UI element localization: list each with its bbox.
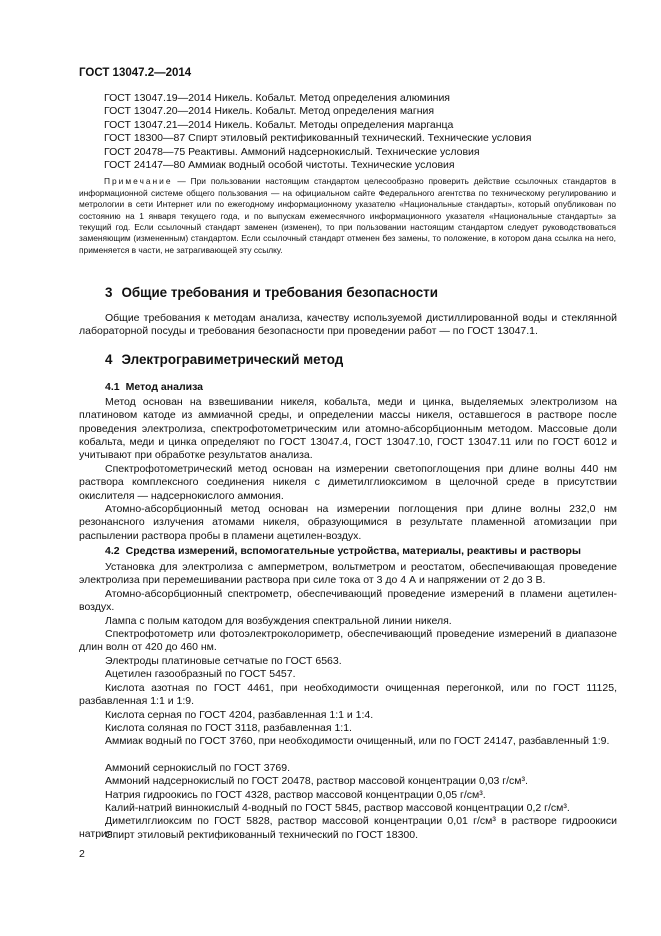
paragraph: Установка для электролиза с амперметром, вольтметром и реостатом, обеспечивающая проведение электролиза при перемешивании раствора при силе тока от 3 до 4 А и напряжении от 2 до 3 В. bbox=[79, 561, 617, 587]
reference-item bbox=[104, 146, 531, 159]
reference-item bbox=[104, 105, 531, 118]
paragraph: Аммоний надсернокислый по ГОСТ 20478, раствор массовой концентрации 0,03 г/см³. bbox=[105, 775, 528, 787]
section-number: 3 bbox=[105, 285, 113, 300]
paragraph: Спектрофотометр или фотоэлектроколориметр, обеспечивающий проведение измерений в диапазоне длин волн от 420 до 460 нм. bbox=[79, 628, 617, 654]
paragraph: Метод основан на взвешивании никеля, кобальта, меди и цинка, выделяемых электролизом на платиновом катоде из аммиачной среды, и определении массы никеля, оставшегося в растворе после проведения электролиза, спектрофотометрическим или атомно-абсорбционным методом. Массовые доли кобальта, меди и цинка определяют по ГОСТ 13047.4, ГОСТ 13047.10, ГОСТ 13047.11 или по ГОСТ 6012 и учитывают при обработке результатов анализа. bbox=[79, 396, 617, 462]
subsection-number: 4.2 bbox=[105, 545, 120, 557]
reference-code: ГОСТ 13047.20—2014 bbox=[104, 105, 212, 118]
section-3-text: Общие требования к методам анализа, качеству используемой дистиллированной воды и стеклянной лабораторной посуды и требования безопасности при проведении работ — по ГОСТ 13047.1. bbox=[79, 312, 617, 338]
paragraph: Атомно-абсорбционный метод основан на измерении поглощения при длине волны 232,0 нм резонансного излучения атомами никеля, образующимися в результате пламенной атомизации при распылении раствора пробы в пламени ацетилен-воздух. bbox=[79, 503, 617, 542]
reference-item bbox=[104, 92, 531, 105]
subsection-title: Средства измерений, вспомогательные устройства, материалы, реактивы и растворы bbox=[125, 545, 581, 557]
reference-code: ГОСТ 20478—75 bbox=[104, 145, 186, 158]
paragraph: Диметилглиоксим по ГОСТ 5828, раствор массовой концентрации 0,01 г/см³ в растворе гидроокиси натрия. bbox=[79, 815, 617, 841]
paragraph: Натрия гидроокись по ГОСТ 4328, раствор массовой концентрации 0,05 г/см³. bbox=[105, 789, 486, 801]
reference-code: ГОСТ 18300—87 bbox=[104, 132, 186, 145]
paragraph: Атомно-абсорбционный спектрометр, обеспечивающий проведение измерений в пламени ацетилен-воздух. bbox=[79, 588, 617, 614]
subsection-4-2-heading bbox=[105, 545, 581, 557]
paragraph: Ацетилен газообразный по ГОСТ 5457. bbox=[105, 668, 296, 680]
paragraph: Аммиак водный по ГОСТ 3760, при необходимости очищенный, или по ГОСТ 24147, разбавленный 1:9. bbox=[105, 735, 610, 747]
reference-code: ГОСТ 13047.19—2014 bbox=[104, 92, 212, 104]
section-title: Общие требования и требования безопасности bbox=[121, 285, 438, 300]
reference-item bbox=[104, 132, 531, 145]
section-3-heading bbox=[105, 285, 438, 300]
reference-item bbox=[104, 159, 531, 172]
paragraph: Спирт этиловый ректификованный технический по ГОСТ 18300. bbox=[105, 829, 419, 841]
subsection-title: Метод анализа bbox=[125, 381, 203, 393]
reference-title: Спирт этиловый ректификованный технический. Технические условия bbox=[188, 132, 532, 145]
subsection-4-1-heading bbox=[105, 381, 203, 393]
reference-title: Аммиак водный особой чистоты. Технические условия bbox=[188, 159, 455, 172]
note-paragraph bbox=[79, 176, 616, 256]
page-number: 2 bbox=[79, 848, 85, 860]
section-title: Электрогравиметрический метод bbox=[121, 352, 344, 367]
normative-references-list bbox=[104, 92, 531, 172]
paragraph: Спектрофотометрический метод основан на измерении светопоглощения при длине волны 440 нм раствора комплексного соединения никеля с диметилглиоксимом в щелочной среде в присутствии окислителя — надсернокислого аммония. bbox=[79, 463, 617, 502]
reference-title: Никель. Кобальт. Методы определения марганца bbox=[214, 118, 454, 131]
reference-title: Реактивы. Аммоний надсернокислый. Технические условия bbox=[188, 145, 480, 158]
paragraph: Кислота соляная по ГОСТ 3118, разбавленная 1:1. bbox=[105, 722, 352, 734]
document-code-header: ГОСТ 13047.2—2014 bbox=[79, 67, 192, 79]
note-label: Примечание bbox=[104, 176, 173, 187]
paragraph: Кислота серная по ГОСТ 4204, разбавленная 1:1 и 1:4. bbox=[105, 709, 374, 721]
note-text: — При пользовании настоящим стандартом целесообразно проверить действие ссылочных стандартов в информационной системе общего пользования — на официальном сайте Федерального агентства по техническому регулированию и метрологии в сети Интернет или по ежегодному информационному указателю «Национальные стандарты», который опубликован по состоянию на 1 января текущего года, и по выпускам ежемесячного информационного указателя «Национальные стандарты» за текущий год. Если ссылочный стандарт заменен (изменен), то при пользовании настоящим стандартом следует руководствоваться заменяющим (измененным) стандартом. Если ссылочный стандарт отменен без замены, то положение, в котором дана ссылка на него, применяется в части, не затрагивающей эту ссылку. bbox=[79, 176, 617, 255]
paragraph: Аммоний сернокислый по ГОСТ 3769. bbox=[105, 762, 291, 774]
paragraph: Кислота азотная по ГОСТ 4461, при необходимости очищенная перегонкой, или по ГОСТ 11125, разбавленная 1:1 и 1:9. bbox=[79, 682, 617, 708]
reference-code: ГОСТ 13047.21—2014 bbox=[104, 118, 212, 131]
paragraph: Калий-натрий виннокислый 4-водный по ГОСТ 5845, раствор массовой концентрации 0,2 г/см³. bbox=[105, 802, 570, 814]
paragraph: Лампа с полым катодом для возбуждения спектральной линии никеля. bbox=[105, 615, 452, 627]
subsection-number: 4.1 bbox=[105, 381, 120, 393]
section-number: 4 bbox=[105, 352, 113, 367]
reference-title: Никель. Кобальт. Метод определения алюминия bbox=[214, 92, 450, 104]
reference-title: Никель. Кобальт. Метод определения магния bbox=[214, 105, 435, 118]
reference-code: ГОСТ 24147—80 bbox=[104, 159, 186, 172]
paragraph: Электроды платиновые сетчатые по ГОСТ 6563. bbox=[105, 655, 342, 667]
reference-item bbox=[104, 119, 531, 132]
section-4-heading bbox=[105, 352, 343, 367]
